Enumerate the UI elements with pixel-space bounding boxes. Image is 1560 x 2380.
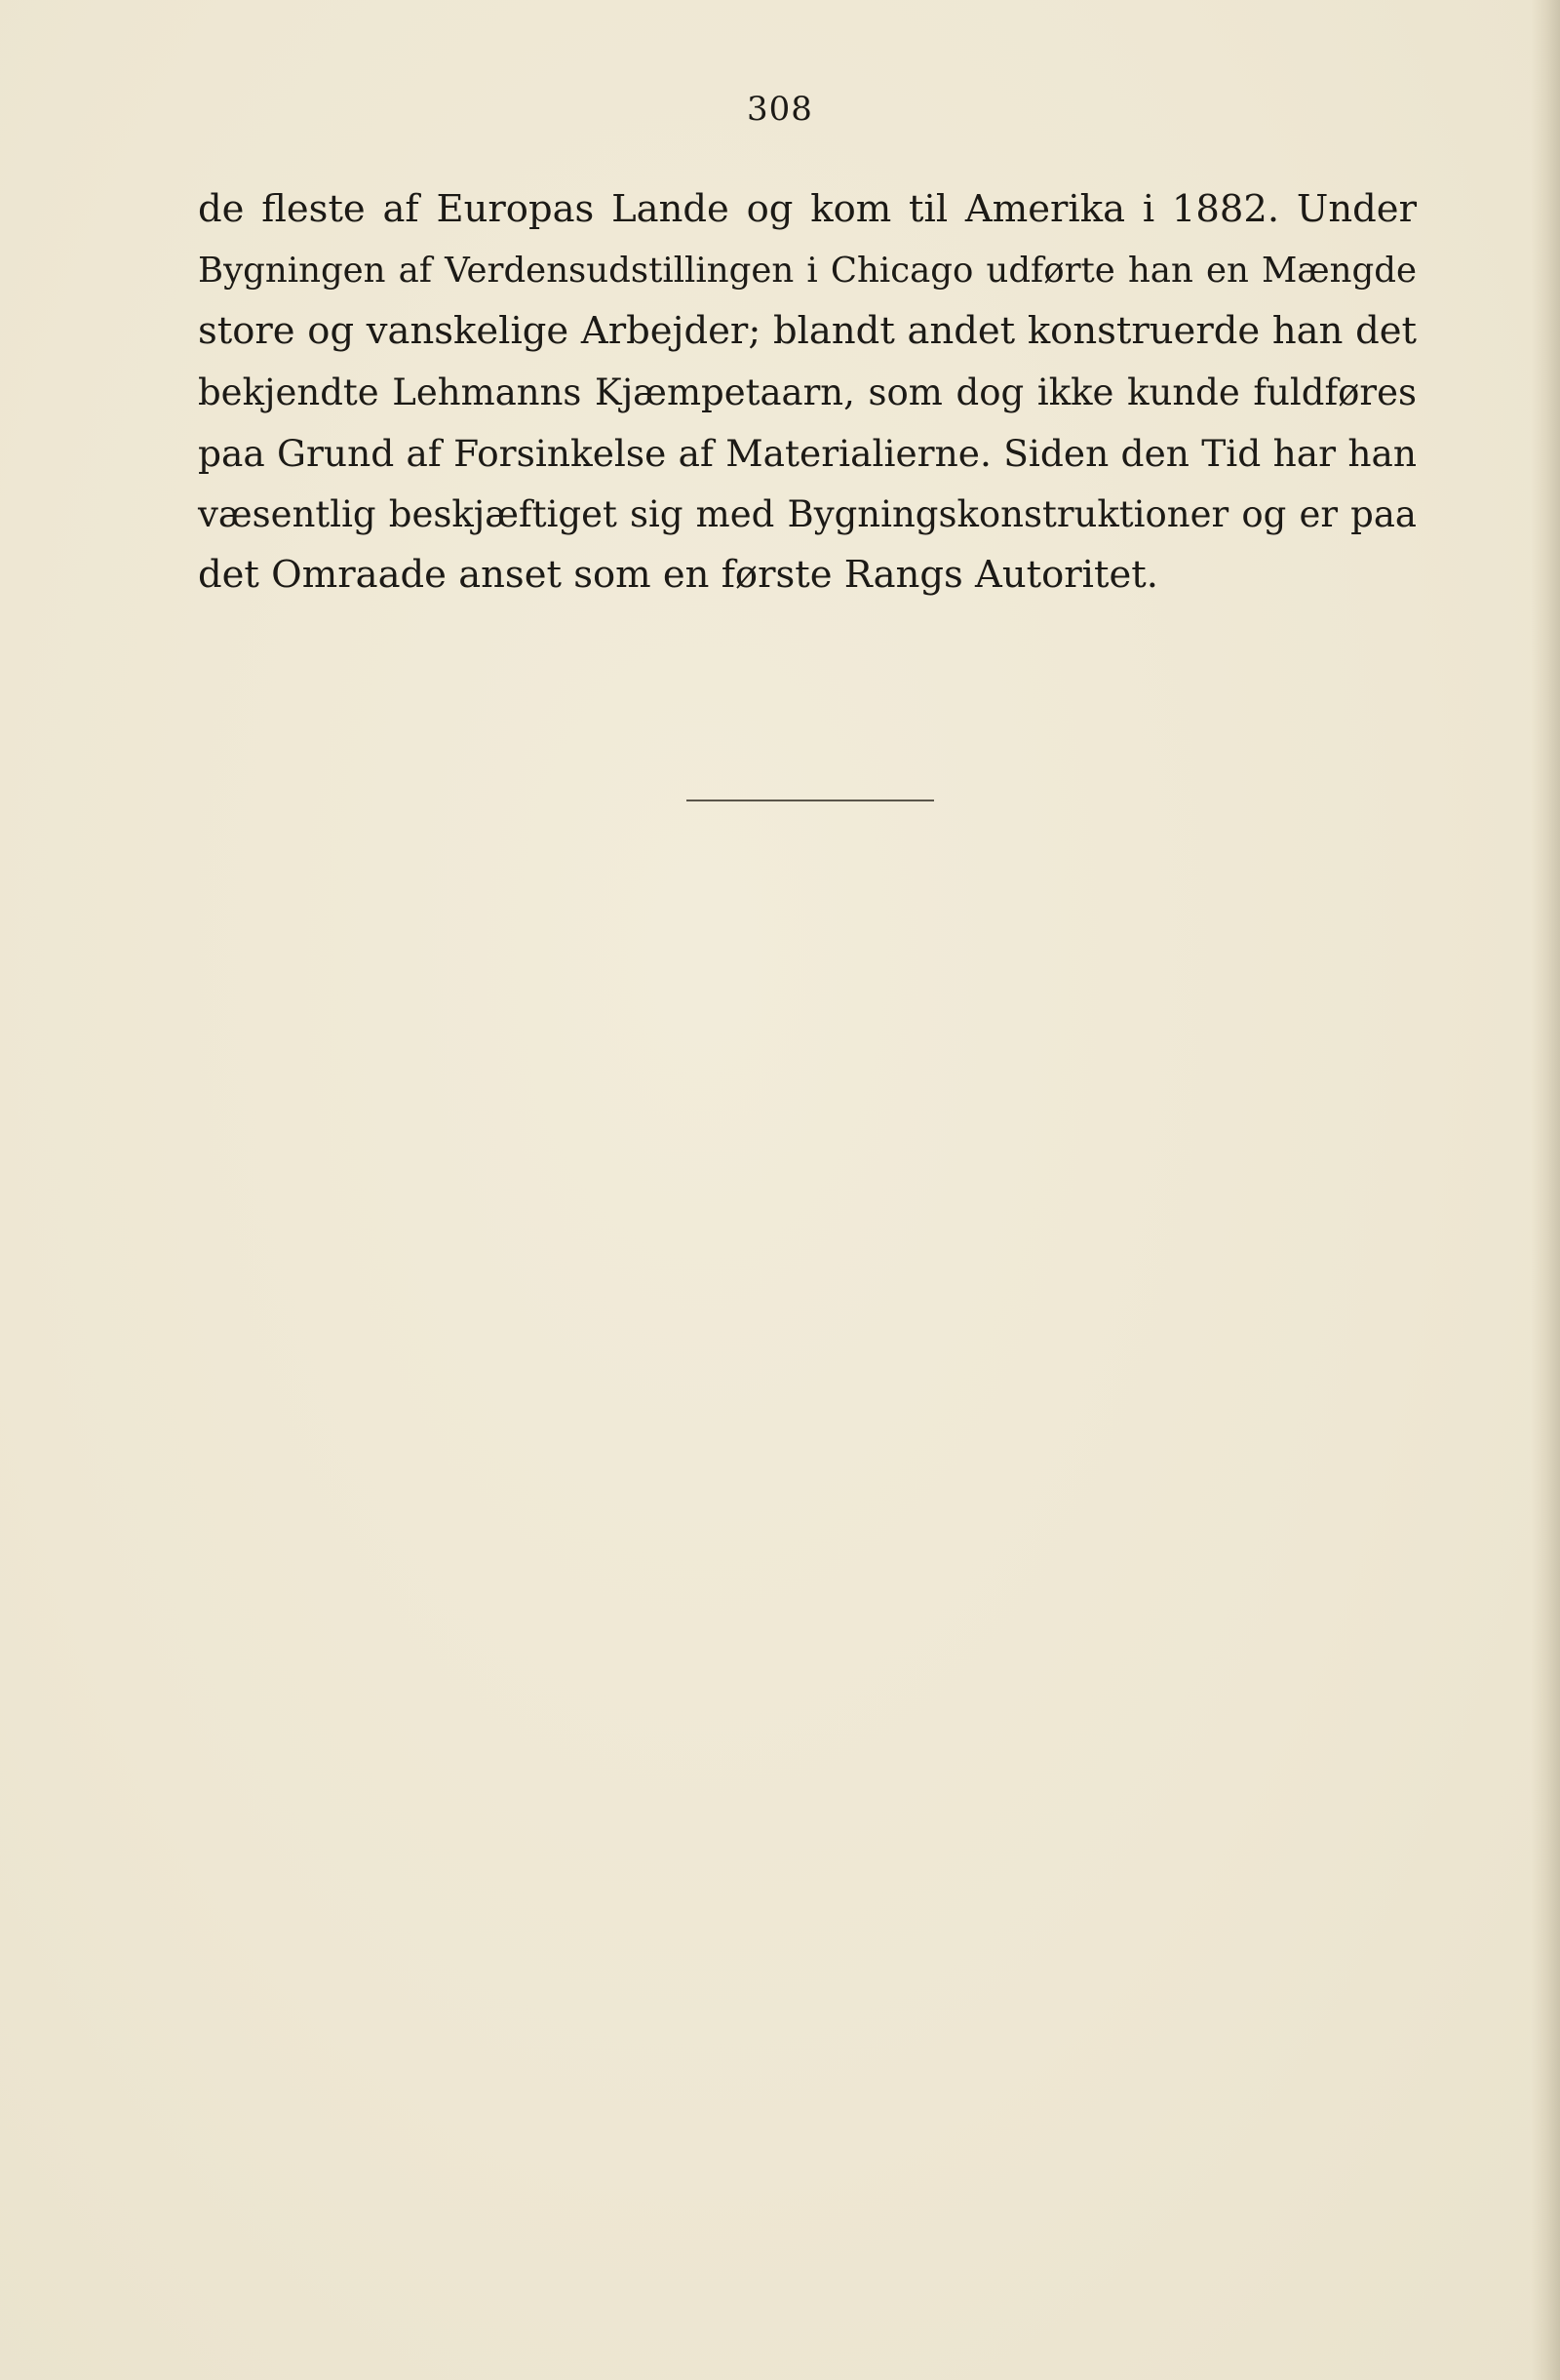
- text-line: paa Grund af Forsinkelse af Materialierne. Siden den Tid har han: [198, 432, 1417, 475]
- page-edge-shadow: [1531, 0, 1560, 2380]
- body-paragraph: [198, 179, 1417, 606]
- text-line: væsentlig beskjæftiget sig med Bygningskonstruktioner og er paa: [198, 492, 1417, 535]
- text-line: store og vanskelige Arbejder; blandt andet konstruerde han det: [198, 309, 1417, 353]
- text-line: det Omraade anset som en første Rangs Autoritet.: [198, 553, 1158, 597]
- text-line: Bygningen af Verdensudstillingen i Chicago udførte han en Mængde: [198, 250, 1417, 291]
- text-line: bekjendte Lehmanns Kjæmpetaarn, som dog ikke kunde fuldføres: [198, 371, 1417, 413]
- page-number: 308: [747, 90, 813, 129]
- text-line: de fleste af Europas Lande og kom til Amerika i 1882. Under: [198, 187, 1417, 231]
- section-separator-rule: [686, 800, 934, 801]
